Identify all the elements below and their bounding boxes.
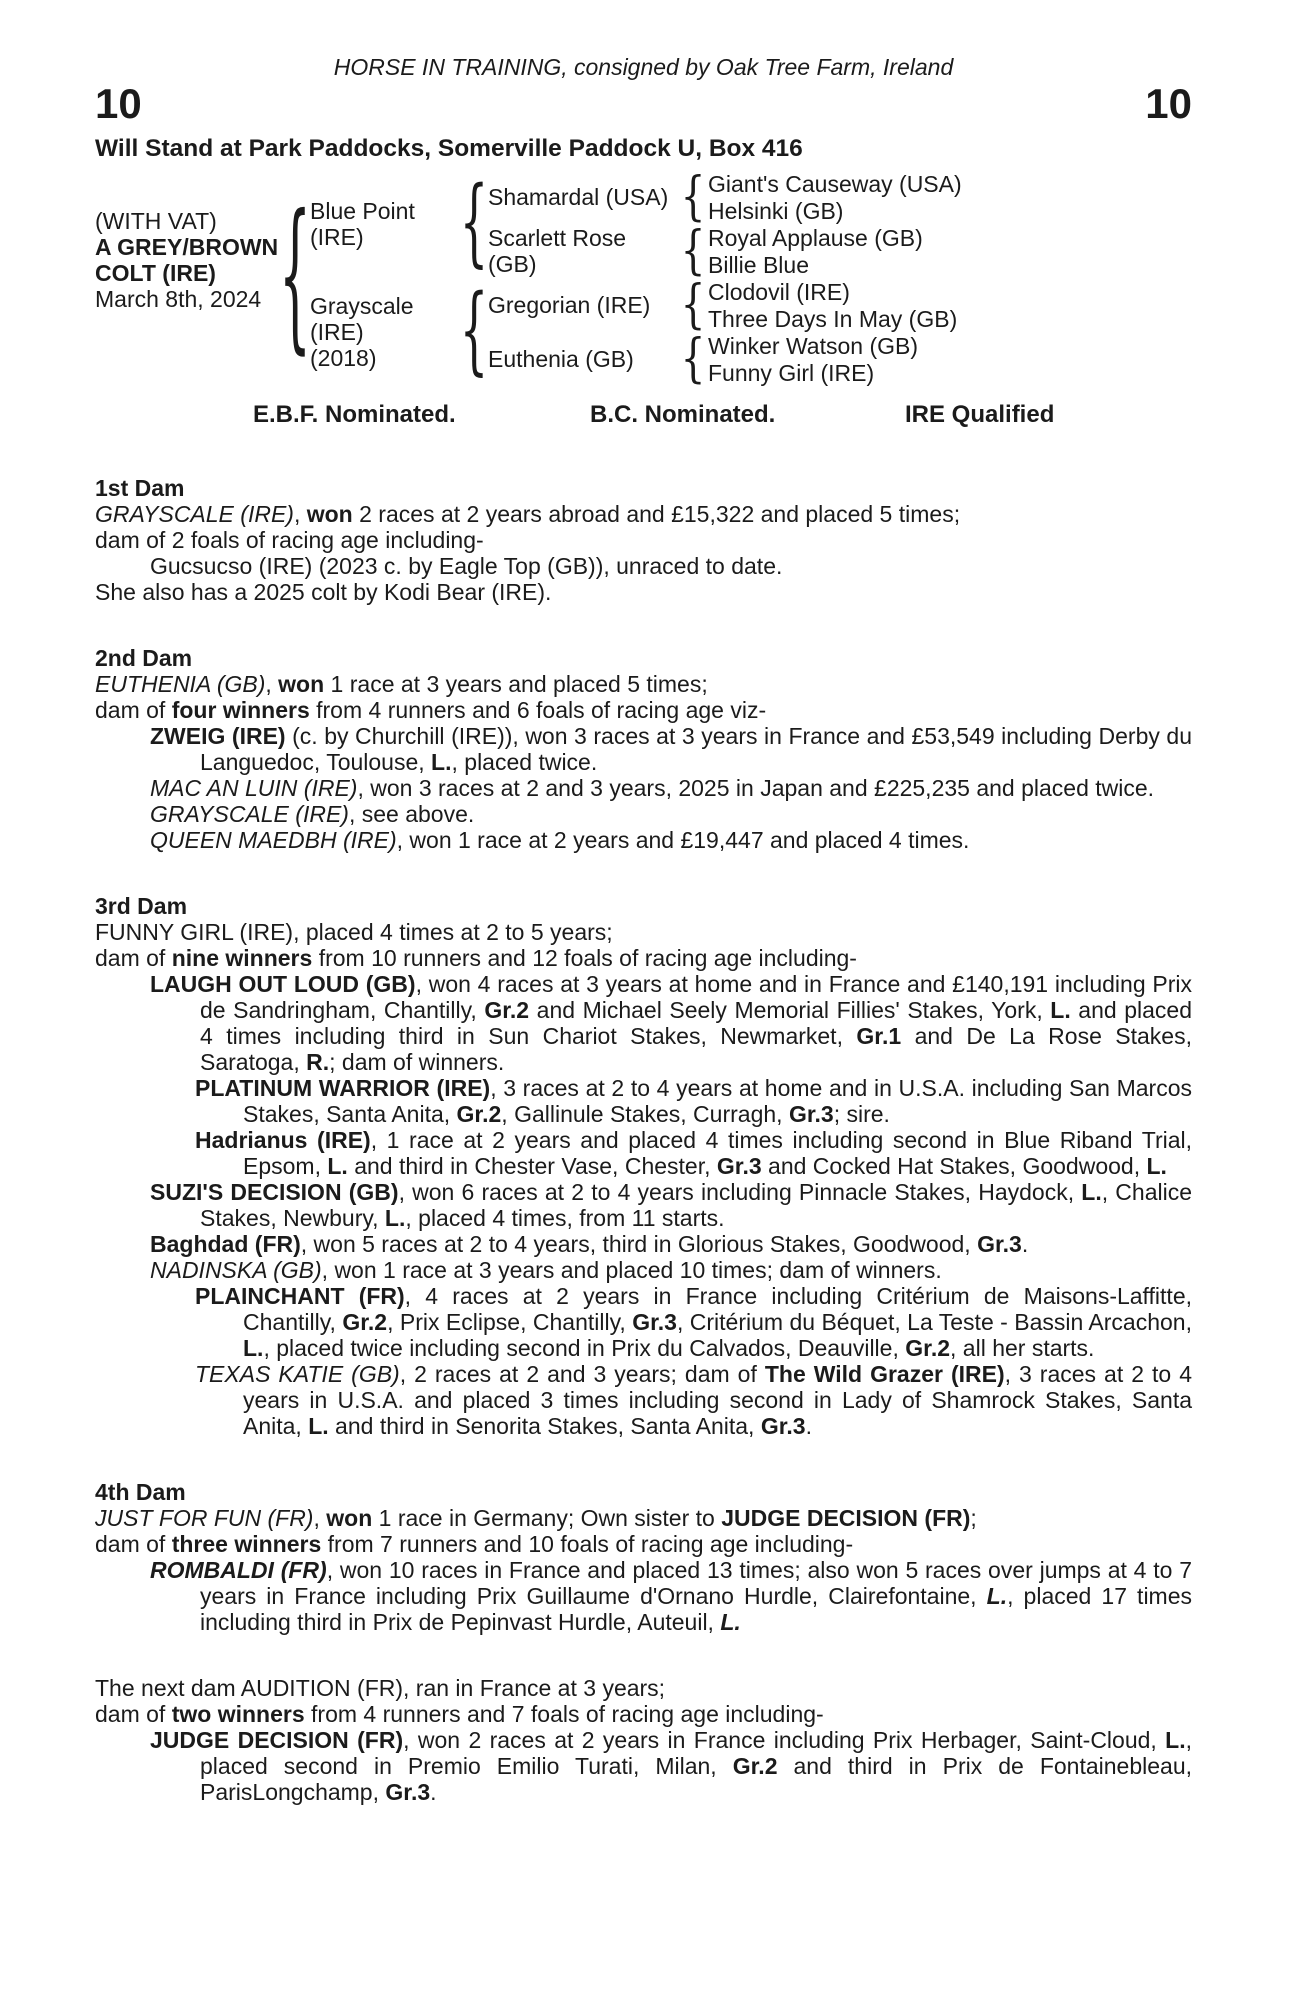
nomination-ebf: E.B.F. Nominated. [253,401,456,428]
great-grandparent-name: Three Days In May (GB) [708,305,958,332]
pedigree-brace-pair-2: { [680,221,706,281]
section-heading: 1st Dam [95,475,185,501]
dam-name-block [310,278,460,386]
pedigree-paragraph: JUDGE DECISION (FR), won 2 races at 2 years in France including Prix Herbager, Saint-Cloud, L., placed second in Premio Emilio Turati, Milan, Gr.2 and third in Prix de Fontainebleau, ParisLongchamp, Gr.3. [150,1727,1193,1805]
pedigree-paragraph: ROMBALDI (FR), won 10 races in France and placed 13 times; also won 5 races over jumps at 4 to 7 years in France including Prix Guillaume d'Ornano Hurdle, Clairefontaine, L., placed 17 times including third in Prix de Pepinvast Hurdle, Auteuil, L. [150,1557,1193,1635]
pedigree-paragraph: Gucsucso (IRE) (2023 c. by Eagle Top (GB)), unraced to date. [150,553,783,579]
great-grandparent-name: Billie Blue [708,251,809,278]
lot-number-left: 10 [95,80,142,127]
colt-description-line1: A GREY/BROWN [95,234,279,260]
pedigree-paragraph: EUTHENIA (GB), won 1 race at 3 years and placed 5 times; [95,671,708,697]
pedigree-paragraph: FUNNY GIRL (IRE), placed 4 times at 2 to 5 years; [95,919,613,945]
great-grandparent-name: Giant's Causeway (USA) [708,170,962,197]
lot-number-row [95,82,1192,134]
pedigree-paragraph: PLAINCHANT (FR), 4 races at 2 years in France including Critérium de Maisons-Laffitte, Chantilly, Gr.2, Prix Eclipse, Chantilly, Gr.3, Critérium du Béquet, La Teste - Bassin Arcachon, L., placed twice including second in Prix du Calvados, Deauville, Gr.2, all her starts. [195,1283,1192,1361]
sire-name: Blue Point (IRE) [310,198,415,250]
dam-sire-name: Gregorian (IRE) [488,292,651,318]
pedigree-tree [95,167,1192,389]
pedigree-brace-dam: { [459,275,489,387]
pedigree-paragraph: ZWEIG (IRE) (c. by Churchill (IRE)), won 3 races at 3 years in France and £53,549 including Derby du Languedoc, Toulouse, L., placed twice. [150,723,1192,775]
pedigree-paragraph: MAC AN LUIN (IRE), won 3 races at 2 and 3 years, 2025 in Japan and £225,235 and placed twice. [150,775,1155,801]
sire-dam-name: Scarlett Rose (GB) [488,225,627,277]
pedigree-paragraph: GRAYSCALE (IRE), won 2 races at 2 years abroad and £15,322 and placed 5 times; [95,501,961,527]
foaling-date: March 8th, 2024 [95,286,262,312]
pedigree-brace-pair-3: { [680,275,706,335]
dam-dam-name: Euthenia (GB) [488,346,634,372]
pedigree-paragraph: dam of 2 foals of racing age including- [95,527,484,553]
great-grandparent-name: Helsinki (GB) [708,197,844,224]
pedigree-paragraph: LAUGH OUT LOUD (GB), won 4 races at 3 years at home and in France and £140,191 including Prix de Sandringham, Chantilly, Gr.2 and Michael Seely Memorial Fillies' Stakes, York, L. and placed 4 times including third in Sun Chariot Stakes, Newmarket, Gr.1 and De La Rose Stakes, Saratoga, R.; dam of winners. [150,971,1192,1075]
catalogue-sections [95,475,1192,1805]
dam-section [95,475,1192,605]
great-grandparent-name: Winker Watson (GB) [708,332,919,359]
dam-section [95,893,1192,1439]
pedigree-paragraph: dam of four winners from 4 runners and 6 foals of racing age viz- [95,697,767,723]
section-heading: 3rd Dam [95,893,188,919]
pedigree-brace-sire: { [459,167,489,279]
pedigree-paragraph: NADINSKA (GB), won 1 race at 3 years and placed 10 times; dam of winners. [150,1257,942,1283]
pedigree-paragraph: Hadrianus (IRE), 1 race at 2 years and placed 4 times including second in Blue Riband Trial, Epsom, L. and third in Chester Vase, Chester, Gr.3 and Cocked Hat Stakes, Goodwood, L. [195,1127,1193,1179]
dam-section [95,645,1192,853]
pedigree-paragraph: QUEEN MAEDBH (IRE), won 1 race at 2 years and £19,447 and placed 4 times. [150,827,970,853]
catalog-header-line: HORSE IN TRAINING, consigned by Oak Tree Farm, Ireland [333,54,954,80]
stand-location-line: Will Stand at Park Paddocks, Somerville Paddock U, Box 416 [95,135,803,162]
pedigree-paragraph: She also has a 2025 colt by Kodi Bear (IRE). [95,579,552,605]
pedigree-paragraph: dam of nine winners from 10 runners and 12 foals of racing age including- [95,945,857,971]
colt-info-block [95,152,280,368]
dam-name: Grayscale (IRE) [310,293,414,345]
pedigree-paragraph: dam of three winners from 7 runners and 10 foals of racing age including- [95,1531,854,1557]
pedigree-paragraph: PLATINUM WARRIOR (IRE), 3 races at 2 to 4 years at home and in U.S.A. including San Marcos Stakes, Santa Anita, Gr.2, Gallinule Stakes, Curragh, Gr.3; sire. [195,1075,1192,1127]
pedigree-brace-main: { [278,182,312,371]
nomination-ire: IRE Qualified [905,401,1055,428]
pedigree-paragraph: The next dam AUDITION (FR), ran in France at 3 years; [95,1675,666,1701]
lot-number-right: 10 [1145,80,1192,127]
nomination-bc: B.C. Nominated. [590,401,776,428]
pedigree-paragraph: TEXAS KATIE (GB), 2 races at 2 and 3 years; dam of The Wild Grazer (IRE), 3 races at 2 to 4 years in U.S.A. and placed 3 times including second in Lady of Shamrock Stakes, Santa Anita, L. and third in Senorita Stakes, Santa Anita, Gr.3. [195,1361,1192,1439]
pedigree-paragraph: JUST FOR FUN (FR), won 1 race in Germany; Own sister to JUDGE DECISION (FR); [95,1505,977,1531]
pedigree-brace-pair-4: { [680,329,706,389]
section-heading: 4th Dam [95,1479,186,1505]
great-grandparent-name: Funny Girl (IRE) [708,359,875,386]
colt-description-line2: COLT (IRE) [95,260,216,286]
pedigree-brace-pair-1: { [680,167,706,227]
great-grandparent-name: Royal Applause (GB) [708,224,923,251]
sire-sire-name: Shamardal (USA) [488,184,669,210]
section-heading: 2nd Dam [95,645,193,671]
vat-label: (WITH VAT) [95,208,217,234]
dam-year: (2018) [310,345,377,371]
great-grandparent-name: Clodovil (IRE) [708,278,850,305]
dam-section [95,1675,1192,1805]
pedigree-paragraph: Baghdad (FR), won 5 races at 2 to 4 years, third in Glorious Stakes, Goodwood, Gr.3. [150,1231,1029,1257]
pedigree-paragraph: SUZI'S DECISION (GB), won 6 races at 2 to 4 years including Pinnacle Stakes, Haydock, L., Chalice Stakes, Newbury, L., placed 4 times, from 11 starts. [150,1179,1192,1231]
nominations-line [95,402,1192,429]
pedigree-paragraph: dam of two winners from 4 runners and 7 foals of racing age including- [95,1701,824,1727]
pedigree-paragraph: GRAYSCALE (IRE), see above. [150,801,475,827]
dam-section [95,1479,1192,1635]
